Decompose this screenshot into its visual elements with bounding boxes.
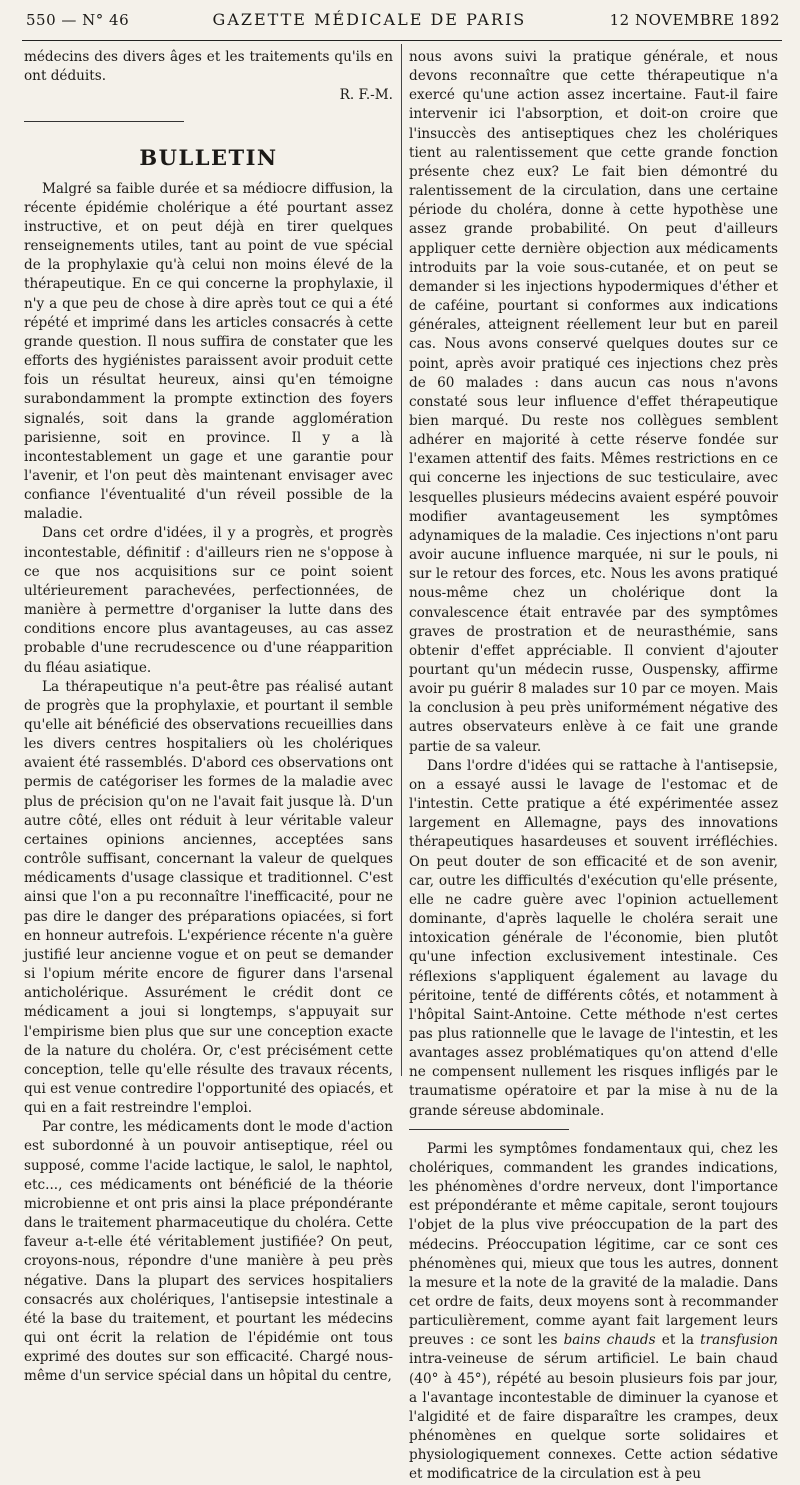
page-header [26,10,780,40]
right-column [409,48,778,1483]
text-run: et la [661,1332,694,1349]
emphasis-transfusion: transfusion [700,1332,778,1349]
paragraph: nous avons suivi la pratique générale, et nous devons reconnaître que cette thérapeutique n'a exercé qu'une action assez incertaine. Faut-il faire intervenir ici l'absorption, et doit-on croire que l'insuccès des antiseptiques chez les cholériques tient au ralentissement que cette grande fonction présente chez eux? Le fait bien démontré du ralentissement de la circulation, dans une certaine période du choléra, donne à cette hypothèse une assez grande probabilité. On peut d'ailleurs appliquer cette dernière objection aux médicaments introduits par la voie sous-cutanée, et on peut se demander si les injections hypodermiques d'éther et de caféine, pourtant si conformes aux indications générales, atteignent réellement leur but en pareil cas. Nous avons conservé quelques doutes sur ce point, après avoir pratiqué ces injections chez près de 60 malades : dans aucun cas nous n'avons constaté sous leur influence d'effet thérapeutique bien marqué. Du reste nos collègues semblent adhérer en majorité à cette réserve fondée sur l'examen attentif des faits. Mêmes restrictions en ce qui concerne les injections de suc testiculaire, avec lesquelles plusieurs médecins avaient espéré pouvoir modifier avantageusement les symptômes adynamiques de la maladie. Ces injections n'ont paru avoir aucune influence marquée, ni sur le pouls, ni sur le retour des forces, etc. Nous les avons pratiqué nous-même chez un cholérique dont la convalescence était entravée par des symptômes graves de prostration et de neurasthémie, sans obtenir d'effet appréciable. Il convient d'ajouter pourtant qu'un médecin russe, Ouspensky, affirme avoir pu guérir 8 malades sur 10 par ce moyen. Mais la conclusion à peu près uniformément négative des autres observateurs enlève à ce fait une grande partie de sa valeur. [409,49,778,755]
section-rule [24,121,184,122]
left-column [24,48,393,1385]
paragraph: Dans l'ordre d'idées qui se rattache à l'antisepsie, on a essayé aussi le lavage de l'estomac et de l'intestin. Cette pratique a été expérimentée assez largement en Allemagne, pays des innovations thérapeutiques hasardeuses et souvent irréfléchies. On peut douter de son efficacité et de son avenir, car, outre les difficultés d'exécution qu'elle présente, elle ne cadre guère avec l'opinion actuellement dominante, d'après laquelle le choléra serait une intoxication générale de l'économie, bien plutôt qu'une infection exclusivement intestinale. Ces réflexions s'appliquent également au lavage du péritoine, tenté de différents côtés, et notamment à l'hôpital Saint-Antoine. Cette méthode n'est certes pas plus rationnelle que le lavage de l'intestin, et les avantages assez problématiques qu'on attend d'elle ne compensent nullement les risques infligés par le traumatisme opératoire et par la mise à nu de la grande séreuse abdominale. [409,757,778,1119]
page-number: 550 — N° 46 [26,11,130,29]
issue-date: 12 NOVEMBRE 1892 [609,11,780,29]
paragraph [409,1140,778,1485]
paragraph-rule [409,1129,569,1130]
text-run: intra-veineuse de sérum artificiel. Le bain chaud (40° à 45°), répété au besoin plusieurs fois par jour, a l'avantage incontestable de diminuer la cyanose et l'algidité et de faire disparaître les crampes, deux phénomènes en quelque sorte solidaires et physiologiquement connexes. Cette action sédative et modificatrice de la circulation est à peu [409,1351,778,1483]
text-run: Parmi les symptômes fondamentaux qui, chez les cholériques, commandent les grandes indications, les phénomènes d'ordre nerveux, dont l'importance est prépondérante et même capitale, seront toujours l'objet de la plus vive préoccupation de la part des médecins. Préoccupation légitime, car ce sont ces phénomènes qui, mieux que tous les autres, donnent la mesure et la note de la gravité de la maladie. Dans cet ordre de faits, deux moyens sont à recommander particulièrement, comme ayant fait largement leurs preuves : ce sont les [409,1140,778,1349]
author-signature: R. F.-M. [339,87,393,104]
paragraph: Par contre, les médicaments dont le mode d'action est subordonné à un pouvoir antiseptique, réel ou supposé, comme l'acide lactique, le salol, le naphtol, etc..., ces médicaments ont bénéficié de la théorie microbienne et ont pris ainsi la place prépondérante dans le traitement pharmaceutique du choléra. Cette faveur a-t-elle été véritablement justifiée? On peut, croyons-nous, répondre d'une manière à peu près négative. Dans la plupart des services hospitaliers consacrés aux cholériques, l'antisepsie intestinale a été la base du traitement, et pourtant les médecins qui ont écrit la relation de l'épidémie ont tous exprimé des doutes sur son efficacité. Chargé nous-même d'un service spécial dans un hôpital du centre, [24,1119,393,1385]
paragraph: Malgré sa faible durée et sa médiocre diffusion, la récente épidémie cholérique a été pourtant assez instructive, et on peut déjà en tirer quelques renseignements utiles, tant au point de vue spécial de la prophylaxie qu'à celui non moins élevé de la thérapeutique. En ce qui concerne la prophylaxie, il n'y a que peu de chose à dire après tout ce qui a été répété et imprimé dans les articles consacrés à cette grande question. Il nous suffira de constater que les efforts des hygiénistes paraissent avoir produit cette fois un résultat heureux, ainsi qu'en témoigne surabondamment la prompte extinction des foyers signalés, soit dans la grande agglomération parisienne, soit en province. Il y a là incontestablement un gage et une garantie pour l'avenir, et l'on peut dès maintenant envisager avec confiance l'éventualité d'un réveil possible de la maladie. [24,180,393,523]
paragraph: Dans cet ordre d'idées, il y a progrès, et progrès incontestable, définitif : d'ailleurs rien ne s'oppose à ce que nos acquisitions sur ce point soient ultérieurement parachevées, perfectionnées, de manière à permettre d'organiser la lutte dans des conditions encore plus avantageuses, au cas assez probable d'une recrudescence ou d'une réapparition du fléau asiatique. [24,525,393,676]
emphasis-bains-chauds: bains chauds [563,1332,656,1349]
journal-title: GAZETTE MÉDICALE DE PARIS [212,10,527,29]
paragraph: La thérapeutique n'a peut-être pas réalisé autant de progrès que la prophylaxie, et pourtant il semble qu'elle ait bénéficié des observations recueillies dans les divers centres hospitaliers où les cholériques avaient été rassemblés. D'abord ces observations ont permis de catégoriser les formes de la maladie avec plus de précision qu'on ne l'avait fait jusque là. D'un autre côté, elles ont réduit à leur véritable valeur certaines opinions anciennes, acceptées sans contrôle suffisant, concernant la valeur de quelques médicaments d'usage classique et traditionnel. C'est ainsi que l'on a pu reconnaître l'inefficacité, pour ne pas dire le danger des préparations opiacées, si fort en honneur autrefois. L'expérience récente n'a guère justifié leur ancienne vogue et on peut se demander si l'opium mérite encore de figurer dans l'arsenal anticholérique. Assurément le crédit dont ce médicament a joui si longtemps, s'appuyait sur l'empirisme bien plus que sur une conception exacte de la nature du choléra. Or, c'est précisément cette conception, telle qu'elle résulte des travaux récents, qui est venue contredire l'opportunité des opiacés, et qui en a fait restreindre l'emploi. [24,678,393,1117]
section-title: BULLETIN [139,145,278,171]
intro-text: médecins des divers âges et les traitements qu'ils en ont déduits. [24,49,393,85]
header-rule [22,40,782,41]
column-divider [401,44,402,1076]
